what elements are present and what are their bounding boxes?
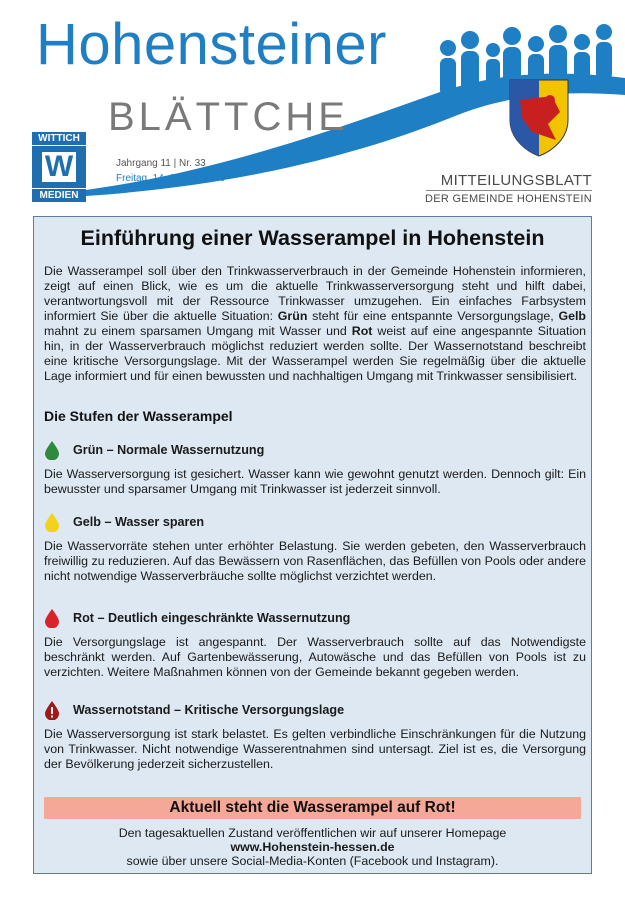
masthead: [0, 0, 625, 215]
warning-drop-icon: [44, 700, 60, 720]
level-green-title: Grün – Normale Wassernutzung: [73, 443, 265, 457]
status-banner: Aktuell steht die Wasserampel auf Rot!: [44, 797, 581, 819]
level-yellow-title: Gelb – Wasser sparen: [73, 515, 205, 529]
issue-date: Freitag, 14. August 2026: [116, 173, 225, 184]
wittich-medien-logo: [32, 132, 86, 202]
green-drop-icon: [44, 440, 60, 460]
gemeinde-label: DER GEMEINDE HOHENSTEIN: [424, 193, 592, 205]
mitteilungsblatt-label: MITTEILUNGSBLATT: [440, 172, 592, 189]
level-red-title: Rot – Deutlich eingeschränkte Wassernutzung: [73, 611, 351, 625]
article-headline: Einführung einer Wasserampel in Hohenstein: [80, 226, 545, 250]
level-yellow-text: Die Wasservorräte stehen unter erhöhter Belastung. Sie werden gebeten, den Wasserverbrauch freiwillig zu reduzieren. Auf das Bewässern von Rasenflächen, das Befüllen von Pools oder andere nicht notwendige Wasserverbräuche sollte möglichst verzichtet werden.: [44, 539, 586, 583]
homepage-link[interactable]: www.Hohenstein-hessen.de: [230, 840, 395, 854]
masthead-title: Hohensteiner: [36, 12, 387, 77]
green-word: Grün: [277, 309, 308, 323]
level-green-text: Die Wasserversorgung ist gesichert. Wasser kann wie gewohnt genutzt werden. Dennoch gilt: Ein bewusster und sparsamer Umgang mit Trinkwasser ist jederzeit sinnvoll.: [44, 467, 586, 496]
level-notstand-text: Die Wasserversorgung ist stark belastet. Es gelten verbindliche Einschränkungen für die Nutzung von Trinkwasser. Nicht notwendige Wasserentnahmen sind untersagt. Ziel ist es, die Versorgung der Bevölkerung jederzeit sicherzustellen.: [44, 727, 586, 771]
red-drop-icon: [44, 608, 60, 628]
masthead-divider: [426, 190, 592, 191]
level-red-text: Die Versorgungslage ist angespannt. Der Wasserverbrauch sollte auf das Notwendigste beschränkt werden. Auf Gartenbewässerung, Autowäsche und das Befüllen von Pools ist zu verzichten. Weitere Maßnahmen können von der Gemeinde bekannt gegeben werden.: [44, 635, 586, 679]
logo-mark: [32, 146, 86, 188]
logo-top-text: WITTICH: [32, 132, 86, 145]
logo-w-mark: W: [42, 152, 76, 182]
level-notstand-title: Wassernotstand – Kritische Versorgungslage: [73, 703, 345, 717]
footer-line-2: sowie über unsere Social-Media-Konten (Facebook und Instagram).: [126, 854, 499, 868]
coat-of-arms-icon: [510, 80, 568, 156]
logo-bottom-text: MEDIEN: [32, 189, 86, 202]
stufen-heading: Die Stufen der Wasserampel: [44, 408, 233, 424]
intro-paragraph: Die Wasserampel soll über den Trinkwasserverbrauch in der Gemeinde Hohenstein informieren, zeigt auf einen Blick, wie es um die aktuelle Trinkwasserversorgung steht und hilft dabei, verantwortungsvoll mit der Ressource Trinkwasser umzugehen. Ein einfaches Farbsystem informiert Sie über die aktuelle Situation: Grün steht für eine entspannte Versorgungslage, Gelb mahnt zu einem sparsamen Umgang mit Wasser und Rot weist auf eine angespannte Situation hin, in der Wasserverbrauch möglichst reduziert werden sollte. Der Wassernotstand beschreibt eine kritische Versorgungslage. Mit der Wasserampel werden Sie regelmäßig über die aktuelle Lage informiert und für einen bewussten und nachhaltigen Umgang mit Trinkwasser sensibilisiert.: [44, 264, 586, 383]
yellow-drop-icon: [44, 512, 60, 532]
issue-number: Jahrgang 11 | Nr. 33: [116, 158, 206, 169]
masthead-subtitle: BLÄTTCHE: [108, 95, 349, 139]
footer-line-1: Den tagesaktuellen Zustand veröffentlichen wir auf unserer Homepage: [118, 826, 507, 840]
red-word: Rot: [351, 324, 373, 338]
yellow-word: Gelb: [558, 309, 586, 323]
